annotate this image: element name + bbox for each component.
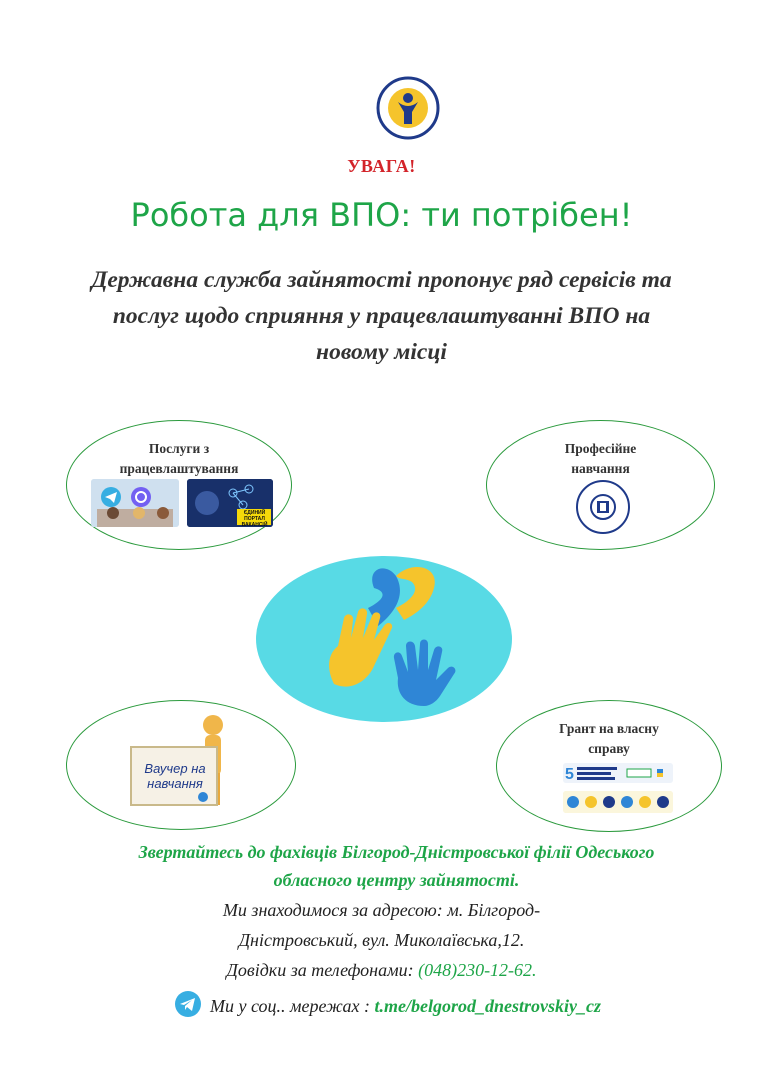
page-subtitle: Державна служба зайнятості пропонує ряд сервісів та послуг щодо сприяння у працевлаштуванні ВПО на новому місці <box>91 267 672 365</box>
helping-hands-icon <box>256 556 512 722</box>
training-center-emblem-icon <box>575 479 631 535</box>
business-grant-label: Грант на власну справу <box>559 721 659 756</box>
social-text <box>210 996 601 1017</box>
phone-number[interactable]: (048)230-12-62. <box>418 960 537 980</box>
state-employment-service-seal-icon <box>376 76 440 140</box>
telegram-icon[interactable] <box>174 990 202 1018</box>
job-portal-badge: ЄДИНИЙ ПОРТАЛ ВАКАНСІЙ <box>241 510 268 527</box>
employment-service-logo <box>376 76 440 140</box>
voucher-label: Ваучер на навчання <box>144 761 206 791</box>
voucher-figure-illustration <box>127 711 239 815</box>
phone-line <box>0 960 763 981</box>
attention-heading: УВАГА! <box>347 156 416 176</box>
center-hands-ellipse <box>256 556 512 722</box>
grant-icons-strip <box>563 791 673 813</box>
address-line-1: Ми знаходимося за адресою: м. Білгород- <box>222 900 541 920</box>
messenger-apps-photo <box>91 479 179 527</box>
odesa-training-center-logo <box>575 479 631 535</box>
training-voucher-oval <box>66 700 296 830</box>
business-grant-oval <box>496 700 722 832</box>
professional-training-oval <box>486 420 715 550</box>
page-title: Робота для ВПО: ти потрібен! <box>130 196 633 234</box>
social-label: Ми у соц.. мережах : <box>210 996 371 1016</box>
address-line-2: Дністровський, вул. Миколаївська,12. <box>238 930 525 950</box>
phone-label: Довідки за телефонами: <box>226 960 414 980</box>
job-portal-photo <box>187 479 273 527</box>
employment-services-oval <box>66 420 292 550</box>
telegram-channel-link[interactable]: t.me/belgorod_dnestrovskiy_cz <box>374 996 602 1016</box>
contact-intro: Звертайтесь до фахівців Білгород-Дністровської філії Одеського обласного центру зайнятості. <box>138 842 655 890</box>
grant-banner-image <box>563 763 673 783</box>
employment-services-label: Послуги з працевлаштування <box>119 441 239 476</box>
svg-text:5: 5 <box>565 766 574 783</box>
social-media-row <box>174 986 694 1020</box>
professional-training-label: Професійне навчання <box>564 441 637 476</box>
